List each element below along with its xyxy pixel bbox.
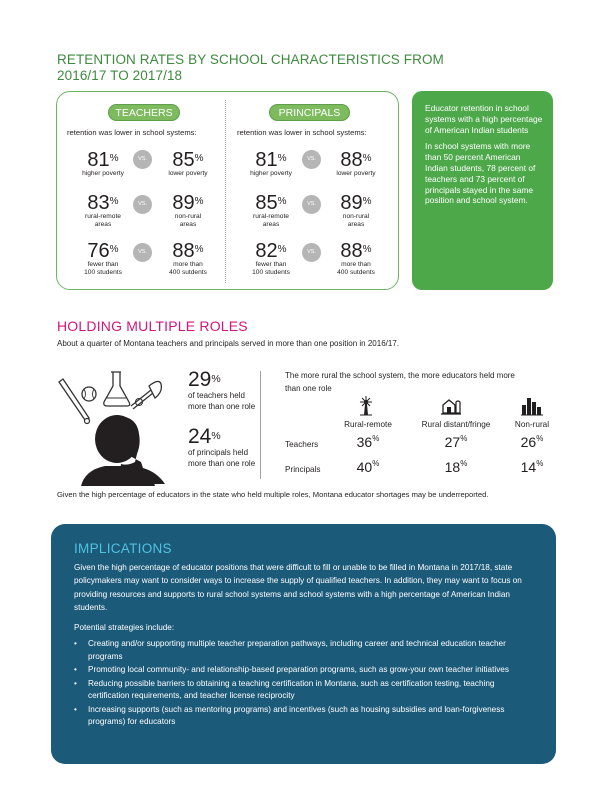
teachers-stat-fewer-100: 76% fewer than 100 students xyxy=(84,240,122,276)
principals-pill: PRINCIPALS xyxy=(269,104,350,121)
principals-subtitle: retention was lower in school systems: xyxy=(237,128,367,137)
multiple-roles-heading: HOLDING MULTIPLE ROLES xyxy=(57,318,248,334)
table-cell: 26% xyxy=(520,434,544,450)
column-header-rural-remote: Rural-remote xyxy=(344,420,392,429)
teachers-multiple-roles-stat: 29% of teachers held more than one role xyxy=(188,368,256,411)
principals-multiple-roles-stat: 24% of principals held more than one role xyxy=(188,425,256,468)
principals-stat-non-rural: 89% non-rural areas xyxy=(340,192,372,228)
table-cell: 36% xyxy=(356,434,380,450)
list-item: • Increasing supports (such as mentoring programs) and incentives (such as housing subsidies and loan-forgiveness programs) for educators xyxy=(88,704,518,729)
implications-paragraph: Given the high percentage of educator positions that were difficult to fill or unable to be filled in Montana in 2017/18, state policymakers may want to consider ways to increase the supply of qualified teachers. In addition, they may want to focus on providing resources and supports to rural school systems and school systems with a high percentage of American Indian students. xyxy=(74,563,522,613)
multiple-roles-lead: About a quarter of Montana teachers and principals served in more than one position in 2016/17. xyxy=(57,339,399,348)
teachers-subtitle: retention was lower in school systems: xyxy=(67,128,197,137)
vs-badge: VS. xyxy=(302,150,321,169)
teachers-stat-higher-poverty: 81% higher poverty xyxy=(82,149,124,177)
teachers-stat-more-400: 88% more than 400 sutdents xyxy=(169,240,207,276)
farmhouse-icon xyxy=(441,397,461,415)
strategies-list xyxy=(74,638,544,729)
principals-stat-rural-remote: 85% rural-remote areas xyxy=(253,192,289,228)
column-divider xyxy=(225,100,226,283)
baseball-bat-icon xyxy=(59,379,90,424)
row-label-principals: Principals xyxy=(285,465,321,474)
multiple-roles-note: Given the high percentage of educators in the state who held multiple roles, Montana educator shortages may be underreported. xyxy=(57,490,489,499)
teachers-pill: TEACHERS xyxy=(108,104,180,121)
principals-stat-lower-poverty: 88% lower poverty xyxy=(336,149,376,177)
table-cell: 40% xyxy=(356,459,380,475)
retention-heading: RETENTION RATES BY SCHOOL CHARACTERISTICS FROM 2016/17 TO 2017/18 xyxy=(57,52,444,83)
principals-stat-fewer-100: 82% fewer than 100 students xyxy=(252,240,290,276)
vs-badge: VS. xyxy=(133,150,152,169)
principals-stat-higher-poverty: 81% higher poverty xyxy=(250,149,292,177)
implications-heading: IMPLICATIONS xyxy=(74,541,172,556)
column-header-rural-distant-fringe: Rural distant/fringe xyxy=(421,420,491,429)
row-label-teachers: Teachers xyxy=(285,440,319,449)
baseball-icon xyxy=(82,387,96,401)
principals-stat-more-400: 88% more than 400 sutdents xyxy=(337,240,375,276)
list-item: • Reducing possible barriers to obtaining a teaching certification in Montana, such as certification testing, teaching certification requirements, and teacher license reciprocity xyxy=(88,678,518,703)
rurality-table-heading: The more rural the school system, the more educators held more than one role xyxy=(285,371,515,393)
american-indian-retention-callout xyxy=(412,91,553,290)
strategies-label: Potential strategies include: xyxy=(74,622,175,632)
implications-box xyxy=(51,524,556,764)
table-cell: 18% xyxy=(444,459,468,475)
city-skyline-icon xyxy=(521,396,543,416)
section-divider-line xyxy=(260,371,261,479)
list-item: • Creating and/or supporting multiple teacher preparation pathways, including career and technical education teacher programs xyxy=(88,638,518,663)
list-item: • Promoting local community- and relationship-based preparation programs, such as grow-your own teacher initiatives xyxy=(88,664,518,677)
table-cell: 27% xyxy=(444,434,468,450)
callout-heading: Educator retention in school systems with a high percentage of American Indian students xyxy=(425,103,543,135)
teachers-stat-rural-remote: 83% rural-remote areas xyxy=(85,192,121,228)
head-with-objects-icon xyxy=(55,366,175,486)
vs-badge: VS. xyxy=(302,243,321,262)
teachers-stat-non-rural: 89% non-rural areas xyxy=(172,192,204,228)
vs-badge: VS. xyxy=(133,195,152,214)
table-cell: 14% xyxy=(520,459,544,475)
column-header-non-rural: Non-rural xyxy=(514,420,550,429)
vs-badge: VS. xyxy=(133,243,152,262)
person-head-silhouette xyxy=(81,415,165,486)
callout-body: In school systems with more than 50 percent American Indian students, 78 percent of teachers and 73 percent of principals stayed in the same position and school system. xyxy=(425,141,536,206)
trumpet-icon xyxy=(131,381,161,409)
teachers-stat-lower-poverty: 85% lower poverty xyxy=(168,149,208,177)
vs-badge: VS. xyxy=(302,195,321,214)
flask-icon xyxy=(104,372,130,406)
windmill-icon xyxy=(358,396,374,416)
